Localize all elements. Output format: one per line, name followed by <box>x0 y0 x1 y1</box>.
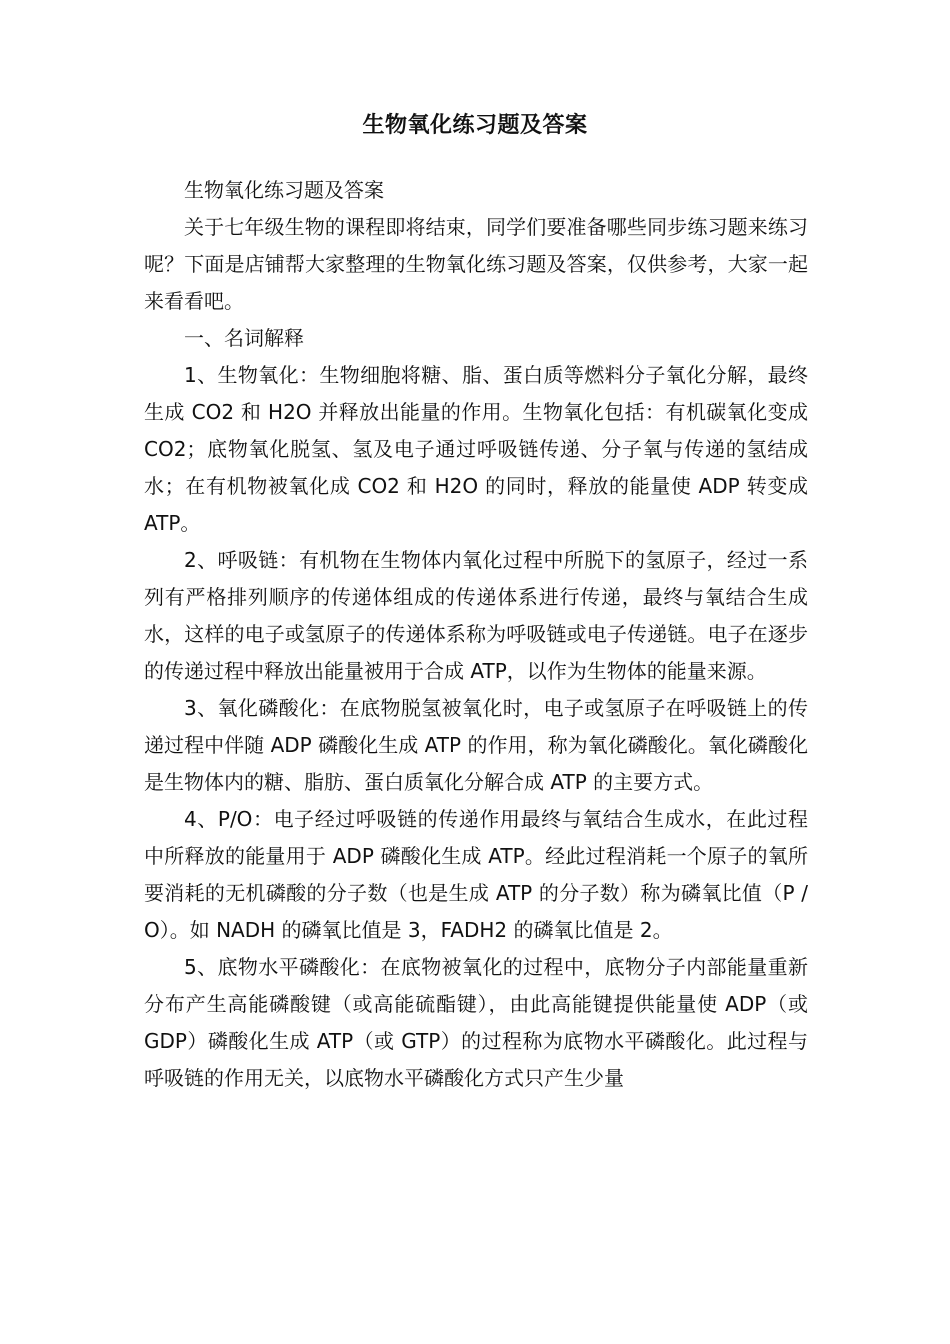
term-definition-5: 5、底物水平磷酸化：在底物被氧化的过程中，底物分子内部能量重新分布产生高能磷酸键（或高能硫酯键），由此高能键提供能量使 ADP（或 GDP）磷酸化生成 ATP（或 GTP）的过程称为底物水平磷酸化。此过程与呼吸链的作用无关，以底物水平磷酸化方式只产生少量 <box>144 955 808 1090</box>
paragraph-subtitle: 生物氧化练习题及答案 <box>184 178 384 202</box>
document-body <box>144 172 808 1097</box>
term-definition-2: 2、呼吸链：有机物在生物体内氧化过程中所脱下的氢原子，经过一系列有严格排列顺序的传递体组成的传递体系进行传递，最终与氧结合生成水，这样的电子或氢原子的传递体系称为呼吸链或电子传递链。电子在逐步的传递过程中释放出能量被用于合成 ATP，以作为生物体的能量来源。 <box>144 548 808 683</box>
document-title: 生物氧化练习题及答案 <box>362 113 588 138</box>
term-definition-3: 3、氧化磷酸化：在底物脱氢被氧化时，电子或氢原子在呼吸链上的传递过程中伴随 ADP 磷酸化生成 ATP 的作用，称为氧化磷酸化。氧化磷酸化是生物体内的糖、脂肪、蛋白质氧化分解合成 ATP 的主要方式。 <box>144 696 808 794</box>
paragraph-intro: 关于七年级生物的课程即将结束，同学们要准备哪些同步练习题来练习呢？下面是店铺帮大家整理的生物氧化练习题及答案，仅供参考，大家一起来看看吧。 <box>144 215 808 313</box>
term-definition-4: 4、P/O：电子经过呼吸链的传递作用最终与氧结合生成水，在此过程中所释放的能量用于 ADP 磷酸化生成 ATP。经此过程消耗一个原子的氧所要消耗的无机磷酸的分子数（也是生成 ATP 的分子数）称为磷氧比值（P / O）。如 NADH 的磷氧比值是 3，FADH2 的磷氧比值是 2。 <box>144 807 808 942</box>
section-heading: 一、名词解释 <box>184 326 304 350</box>
term-definition-1: 1、生物氧化：生物细胞将糖、脂、蛋白质等燃料分子氧化分解，最终生成 CO2 和 H2O 并释放出能量的作用。生物氧化包括：有机碳氧化变成 CO2；底物氧化脱氢、氢及电子通过呼吸链传递、分子氧与传递的氢结成水；在有机物被氧化成 CO2 和 H2O 的同时，释放的能量使 ADP 转变成 ATP。 <box>144 363 808 535</box>
